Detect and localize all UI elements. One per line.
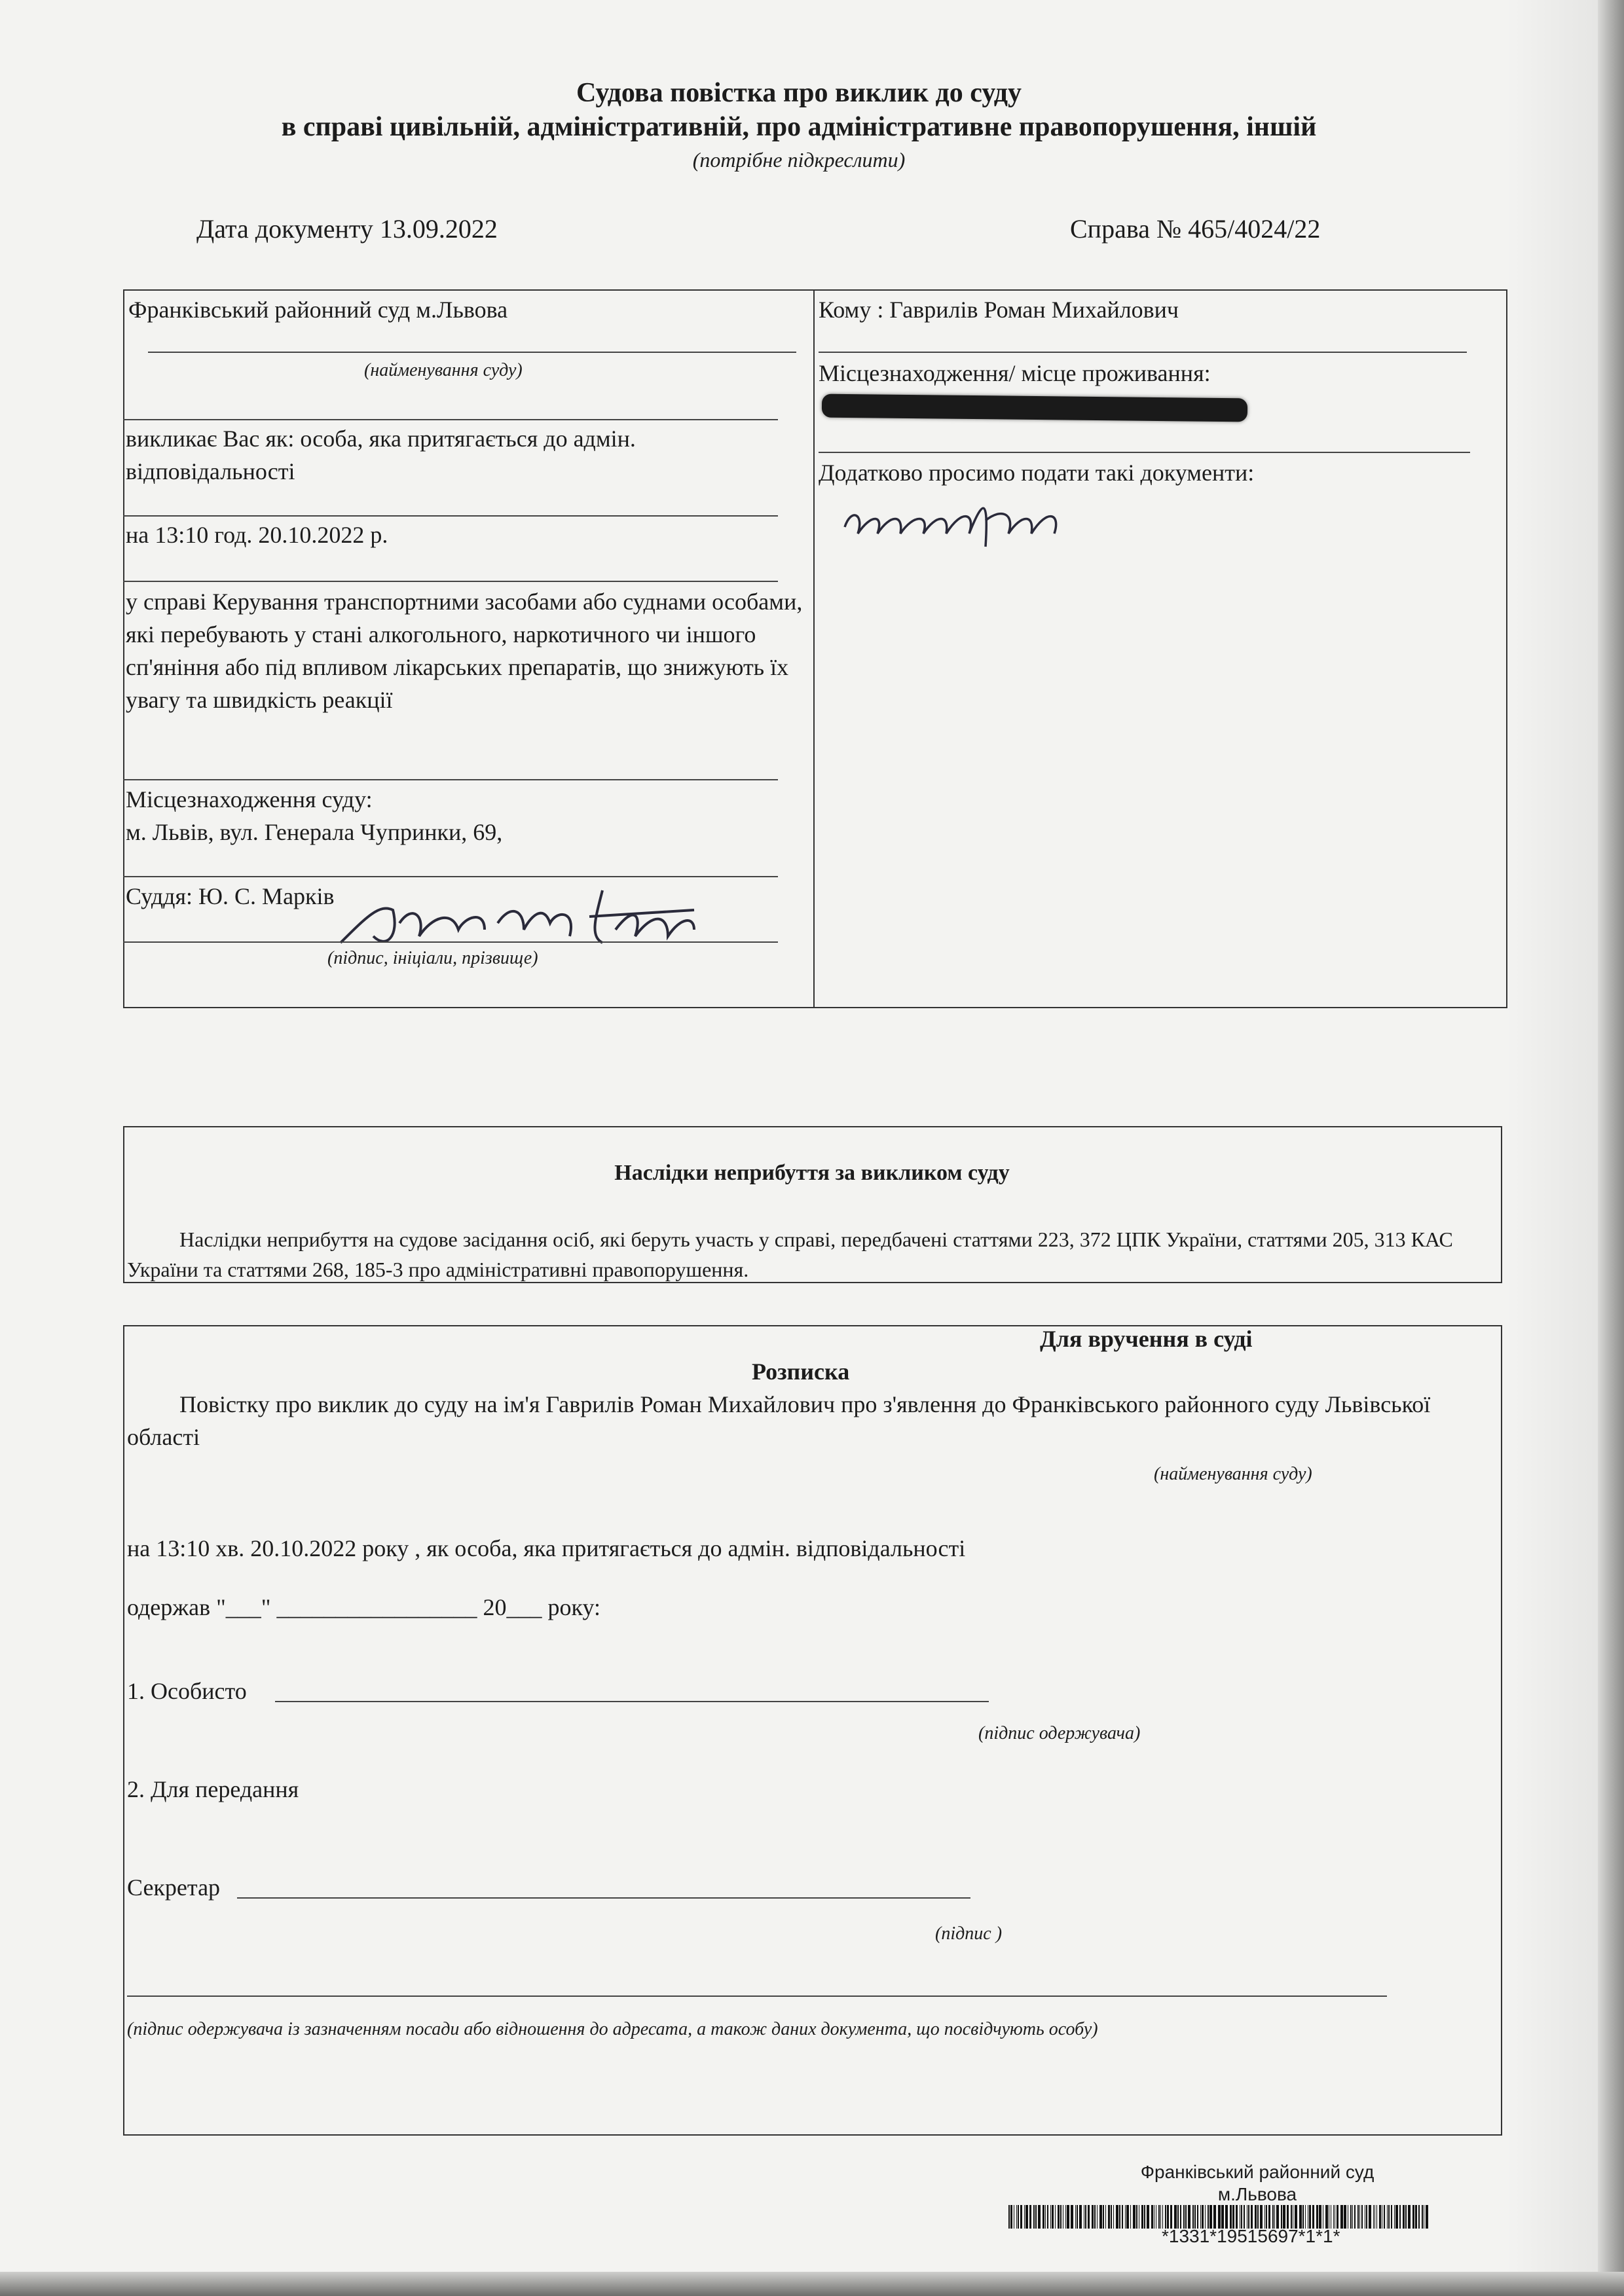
barcode-bar xyxy=(1232,2205,1234,2229)
barcode-bar xyxy=(1376,2205,1377,2229)
scan-edge-right xyxy=(1598,0,1624,2296)
barcode-bar xyxy=(1319,2205,1321,2229)
barcode-bar xyxy=(1058,2205,1060,2229)
barcode-bar xyxy=(1008,2205,1010,2229)
barcode-bar xyxy=(1165,2205,1166,2229)
barcode-bar xyxy=(1071,2205,1073,2229)
barcode-bar xyxy=(1291,2205,1292,2229)
barcode-bar xyxy=(1060,2205,1061,2229)
barcode-bar xyxy=(1160,2205,1161,2229)
receipt-time-line: на 13:10 хв. 20.10.2022 року , як особа, яка притягається до адмін. відповідальності xyxy=(127,1535,966,1561)
scan-edge-bottom xyxy=(0,2272,1624,2296)
barcode-bar xyxy=(1369,2205,1371,2229)
barcode-bar xyxy=(1209,2205,1212,2229)
barcode-bar xyxy=(1373,2205,1374,2229)
barcode-bar xyxy=(1043,2205,1044,2229)
barcode-bar xyxy=(1403,2205,1405,2229)
barcode-bar xyxy=(1241,2205,1242,2229)
barcode-bar xyxy=(1205,2205,1206,2229)
barcode-bar xyxy=(1312,2205,1314,2229)
rule xyxy=(819,452,1470,453)
barcode-bar xyxy=(1052,2205,1054,2229)
receipt-court-hint: (найменування суду) xyxy=(1154,1464,1312,1484)
barcode-bar xyxy=(1183,2205,1185,2229)
barcode-bar xyxy=(1025,2205,1028,2229)
barcode-bar xyxy=(1065,2205,1066,2229)
document-title: Судова повістка про виклик до суду xyxy=(576,78,1022,108)
barcode-bar xyxy=(1085,2205,1086,2229)
barcode-bar xyxy=(1354,2205,1356,2229)
barcode-bar xyxy=(1244,2205,1245,2229)
signature-hint: (підпис, ініціали, прізвище) xyxy=(327,948,538,968)
barcode-bar xyxy=(1113,2205,1114,2229)
barcode-bar xyxy=(1151,2205,1153,2229)
barcode-bar xyxy=(1340,2205,1343,2229)
barcode-bar xyxy=(1352,2205,1353,2229)
barcode-bar xyxy=(1248,2205,1249,2229)
barcode-bar xyxy=(1088,2205,1090,2229)
barcode-bar xyxy=(1350,2205,1352,2229)
barcode-bar xyxy=(1197,2205,1198,2229)
barcode-bar xyxy=(1200,2205,1201,2229)
barcode-bar xyxy=(1281,2205,1282,2229)
barcode-bar xyxy=(1105,2205,1106,2229)
barcode-bar xyxy=(1221,2205,1224,2229)
barcode-bar xyxy=(1295,2205,1297,2229)
barcode-bar xyxy=(1194,2205,1196,2229)
barcode-bar xyxy=(1418,2205,1420,2229)
barcode-bar xyxy=(1079,2205,1082,2229)
barcode-bar xyxy=(1260,2205,1263,2229)
barcode-bar xyxy=(1136,2205,1137,2229)
secretary-signature-hint: (підпис ) xyxy=(935,1923,1003,1944)
barcode-bar xyxy=(1099,2205,1102,2229)
barcode-bar xyxy=(1325,2205,1328,2229)
judge-name: Суддя: Ю. С. Марків xyxy=(126,883,335,909)
court-location-label: Місцезнаходження суду: xyxy=(126,786,373,812)
barcode-bar xyxy=(1391,2205,1392,2229)
personally-label: 1. Особисто xyxy=(127,1678,247,1704)
document-date: Дата документу 13.09.2022 xyxy=(196,214,498,244)
barcode-bar xyxy=(1055,2205,1056,2229)
barcode-bar xyxy=(1274,2205,1275,2229)
barcode-bar xyxy=(1016,2205,1017,2229)
barcode-bar xyxy=(1366,2205,1367,2229)
handwritten-note xyxy=(838,488,1074,566)
barcode-bar xyxy=(1359,2205,1360,2229)
receipt-body: Повістку про виклик до суду на ім'я Гаврилів Роман Михайлович про з'явлення до Франківського районного суду Львівської області xyxy=(127,1391,1431,1450)
barcode xyxy=(1008,2205,1506,2229)
rule xyxy=(123,515,778,517)
rule xyxy=(123,419,778,420)
rule xyxy=(127,1995,1387,1997)
barcode-bar xyxy=(1045,2205,1046,2229)
barcode-bar xyxy=(1218,2205,1221,2229)
barcode-bar xyxy=(1415,2205,1417,2229)
barcode-bar xyxy=(1180,2205,1181,2229)
barcode-bar xyxy=(1116,2205,1118,2229)
barcode-bar xyxy=(1333,2205,1334,2229)
barcode-bar xyxy=(1170,2205,1172,2229)
rule xyxy=(123,779,778,780)
recipient-name: Кому : Гаврилів Роман Михайлович xyxy=(819,297,1179,323)
stamp-city: м.Львова xyxy=(1217,2184,1297,2204)
barcode-bar xyxy=(1141,2205,1143,2229)
barcode-bar xyxy=(1344,2205,1346,2229)
barcode-bar xyxy=(1035,2205,1037,2229)
barcode-bar xyxy=(1067,2205,1069,2229)
barcode-bar xyxy=(1119,2205,1120,2229)
barcode-bar xyxy=(1316,2205,1318,2229)
receipt-title: Розписка xyxy=(752,1358,850,1385)
barcode-bar xyxy=(1213,2205,1216,2229)
secretary-signature-line xyxy=(237,1897,970,1899)
document-subtitle: (потрібне підкреслити) xyxy=(692,148,906,172)
barcode-bar xyxy=(1094,2205,1096,2229)
barcode-bar xyxy=(1162,2205,1163,2229)
barcode-bar xyxy=(1147,2205,1149,2229)
barcode-bar xyxy=(1399,2205,1401,2229)
barcode-bar xyxy=(1126,2205,1129,2229)
barcode-bar xyxy=(1361,2205,1363,2229)
barcode-bar xyxy=(1395,2205,1398,2229)
signature-line xyxy=(275,1701,989,1702)
barcode-bar xyxy=(1097,2205,1098,2229)
barcode-bar xyxy=(1302,2205,1304,2229)
rule xyxy=(123,581,778,582)
documents-label: Додатково просимо подати такі документи: xyxy=(819,460,1255,486)
document-title-line2: в справі цивільній, адміністративній, про адміністративне правопорушення, іншій xyxy=(281,112,1317,142)
secretary-label: Секретар xyxy=(127,1874,221,1901)
barcode-bar xyxy=(1010,2205,1012,2229)
barcode-bar xyxy=(1208,2205,1209,2229)
barcode-bar xyxy=(1075,2205,1076,2229)
barcode-bar xyxy=(1268,2205,1270,2229)
barcode-bar xyxy=(1092,2205,1094,2229)
barcode-bar xyxy=(1283,2205,1285,2229)
consequences-title: Наслідки неприбуття за викликом суду xyxy=(614,1161,1010,1185)
barcode-bar xyxy=(1276,2205,1279,2229)
barcode-bar xyxy=(1125,2205,1126,2229)
barcode-bar xyxy=(1050,2205,1051,2229)
barcode-bar xyxy=(1357,2205,1359,2229)
rule xyxy=(819,352,1467,353)
barcode-bar xyxy=(1158,2205,1160,2229)
barcode-bar xyxy=(1038,2205,1041,2229)
barcode-bar xyxy=(1177,2205,1179,2229)
barcode-bar xyxy=(1412,2205,1414,2229)
court-name: Франківський районний суд м.Львова xyxy=(128,297,508,323)
barcode-bar xyxy=(1299,2205,1302,2229)
redacted-address xyxy=(822,394,1247,422)
barcode-bar xyxy=(1225,2205,1228,2229)
barcode-bar xyxy=(1422,2205,1423,2229)
barcode-bar xyxy=(1426,2205,1428,2229)
barcode-bar xyxy=(1394,2205,1395,2229)
paper-shadow xyxy=(1506,0,1604,2272)
barcode-bar xyxy=(1130,2205,1131,2229)
barcode-bar xyxy=(1388,2205,1390,2229)
barcode-bar xyxy=(1305,2205,1306,2229)
barcode-bar xyxy=(1405,2205,1407,2229)
barcode-bar xyxy=(1379,2205,1381,2229)
barcode-bar xyxy=(1257,2205,1259,2229)
barcode-bar xyxy=(1020,2205,1022,2229)
barcode-number: *1331*19515697*1*1* xyxy=(1162,2226,1340,2246)
barcode-bar xyxy=(1384,2205,1385,2229)
for-court-label: Для вручення в суді xyxy=(1040,1326,1253,1352)
barcode-bar xyxy=(1108,2205,1110,2229)
residence-label: Місцезнаходження/ місце проживання: xyxy=(819,360,1211,386)
stamp-court-name: Франківський районний суд xyxy=(1140,2162,1375,2182)
barcode-bar xyxy=(1133,2205,1135,2229)
barcode-bar xyxy=(1387,2205,1388,2229)
court-name-hint: (найменування суду) xyxy=(364,360,523,380)
barcode-bar xyxy=(1255,2205,1257,2229)
receipt-footer-hint: (підпис одержувача із зазначенням посади або відношення до адресата, а також даних документа, що посвідчують особу) xyxy=(127,2019,1098,2039)
barcode-bar xyxy=(1202,2205,1204,2229)
barcode-bar xyxy=(1144,2205,1145,2229)
barcode-bar xyxy=(1408,2205,1411,2229)
barcode-bar xyxy=(1287,2205,1289,2229)
barcode-bar xyxy=(1103,2205,1104,2229)
barcode-bar xyxy=(1251,2205,1253,2229)
barcode-bar xyxy=(1264,2205,1265,2229)
barcode-bar xyxy=(1029,2205,1031,2229)
barcode-bar xyxy=(1236,2205,1238,2229)
barcode-bar xyxy=(1047,2205,1048,2229)
transfer-label: 2. Для передання xyxy=(127,1776,299,1802)
court-address: м. Львів, вул. Генерала Чупринки, 69, xyxy=(126,819,503,845)
barcode-bar xyxy=(1188,2205,1190,2229)
recipient-signature-hint: (підпис одержувача) xyxy=(978,1723,1141,1743)
consequences-body: Наслідки неприбуття на судове засідання осіб, які беруть участь у справі, передбачені статтями 223, 372 ЦПК України, статтями 205, 313 КАС України та статтями 268, 185-3 про адміністративні правопорушення. xyxy=(127,1228,1453,1281)
summons-role: викликає Вас як: особа, яка притягається до адмін. відповідальності xyxy=(126,426,636,484)
barcode-bar xyxy=(1230,2205,1232,2229)
rule xyxy=(123,941,778,943)
case-number: Справа № 465/4024/22 xyxy=(1070,214,1321,244)
barcode-bar xyxy=(1077,2205,1078,2229)
barcode-bar xyxy=(1192,2205,1194,2229)
barcode-bar xyxy=(1122,2205,1123,2229)
barcode-bar xyxy=(1309,2205,1311,2229)
barcode-bar xyxy=(1272,2205,1274,2229)
barcode-bar xyxy=(1033,2205,1035,2229)
barcode-bar xyxy=(1018,2205,1019,2229)
case-subject: у справі Керування транспортними засобами або суднами особами, які перебувають у стані алкогольного, наркотичного чи іншого сп'яніння або під впливом лікарських препаратів, що знижують їх увагу та швидкість реакції xyxy=(126,589,803,713)
table-divider xyxy=(813,289,815,1008)
barcode-bar xyxy=(1174,2205,1177,2229)
barcode-bar xyxy=(1111,2205,1112,2229)
court-name-underline xyxy=(148,352,796,353)
barcode-bar xyxy=(1266,2205,1267,2229)
barcode-bar xyxy=(1337,2205,1338,2229)
received-line: одержав "___" _________________ 20___ року: xyxy=(127,1594,601,1620)
barcode-bar xyxy=(1024,2205,1025,2229)
hearing-time: на 13:10 год. 20.10.2022 р. xyxy=(126,522,388,548)
barcode-bar xyxy=(1167,2205,1169,2229)
barcode-bar xyxy=(1185,2205,1187,2229)
